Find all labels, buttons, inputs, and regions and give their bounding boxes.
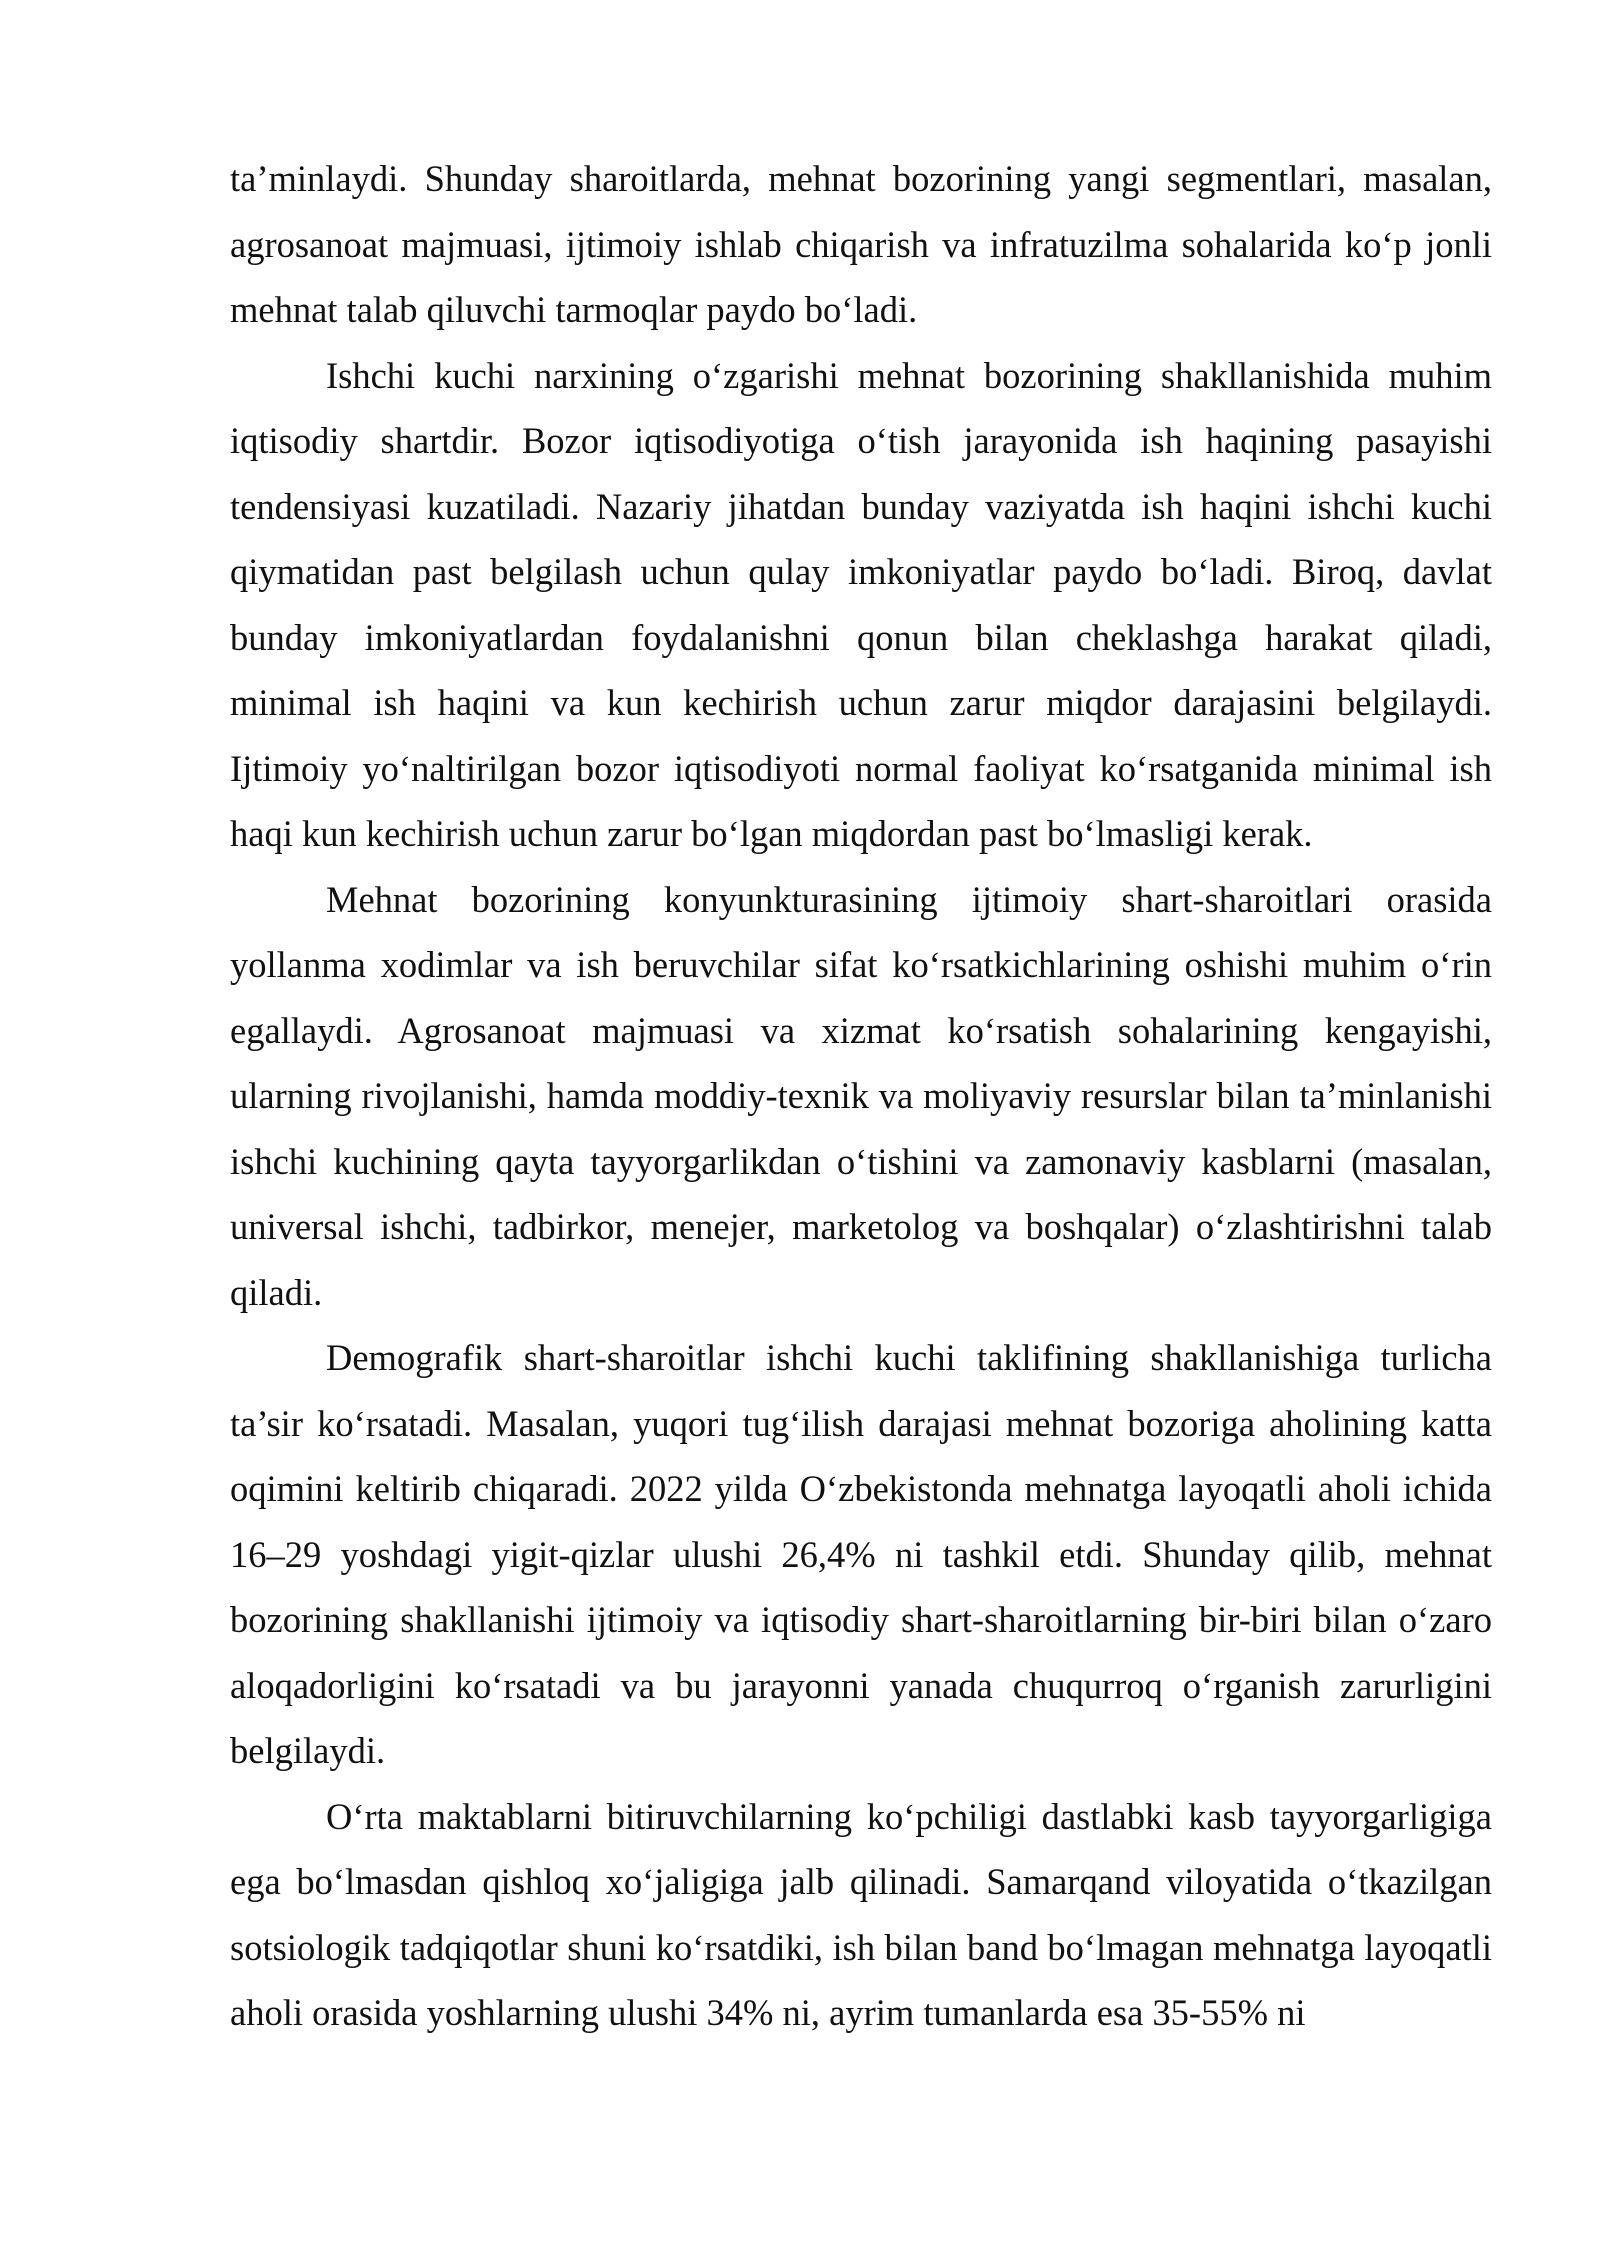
paragraph-continuation: ta’minlaydi. Shunday sharoitlarda, mehnat bozorining yangi segmentlari, masalan, agrosanoat majmuasi, ijtimoiy ishlab chiqarish va infratuzilma sohalarida ko‘p jonli mehnat talab qiluvchi tarmoqlar paydo bo‘ladi. <box>230 158 1492 330</box>
paragraph-wage-changes: Ishchi kuchi narxining o‘zgarishi mehnat bozorining shakllanishida muhim iqtisodiy shartdir. Bozor iqtisodiyotiga o‘tish jarayonida ish haqining pasayishi tendensiyasi kuzatiladi. Nazariy jihatdan bunday vaziyatda ish haqini ishchi kuchi qiymatidan past belgilash uchun qulay imkoniyatlar paydo bo‘ladi. Biroq, davlat bunday imkoniyatlardan foydalanishni qonun bilan cheklashga harakat qiladi, minimal ish haqini va kun kechirish uchun zarur miqdor darajasini belgilaydi. Ijtimoiy yo‘naltirilgan bozor iqtisodiyoti normal faoliyat ko‘rsatganida minimal ish haqi kun kechirish uchun zarur bo‘lgan miqdordan past bo‘lmasligi kerak. <box>230 354 1492 854</box>
paragraph-social-conditions: Mehnat bozorining konyunkturasining ijtimoiy shart-sharoitlari orasida yollanma xodimlar va ish beruvchilar sifat ko‘rsatkichlarining oshishi muhim o‘rin egallaydi. Agrosanoat majmuasi va xizmat ko‘rsatish sohalarining kengayishi, ularning rivojlanishi, hamda moddiy-texnik va moliyaviy resurslar bilan ta’minlanishi ishchi kuchining qayta tayyorgarlikdan o‘tishini va zamonaviy kasblarni (masalan, universal ishchi, tadbirkor, menejer, marketolog va boshqalar) o‘zlashtirishni talab qiladi. <box>230 878 1492 1313</box>
paragraph-demographic-conditions: Demografik shart-sharoitlar ishchi kuchi taklifining shakllanishiga turlicha ta’sir ko‘rsatadi. Masalan, yuqori tug‘ilish darajasi mehnat bozoriga aholining katta oqimini keltirib chiqaradi. 2022 yilda O‘zbekistonda mehnatga layoqatli aholi ichida 16–29 yoshdagi yigit-qizlar ulushi 26,4% ni tashkil etdi. Shunday qilib, mehnat bozorining shakllanishi ijtimoiy va iqtisodiy shart-sharoitlarning bir-biri bilan o‘zaro aloqadorligini ko‘rsatadi va bu jarayonni yanada chuqurroq o‘rganish zarurligini belgilaydi. <box>230 1337 1492 1771</box>
document-page <box>230 146 1492 2046</box>
paragraph-school-graduates: O‘rta maktablarni bitiruvchilarning ko‘pchiligi dastlabki kasb tayyorgarligiga ega bo‘lmasdan qishloq xo‘jaligiga jalb qilinadi. Samarqand viloyatida o‘tkazilgan sotsiologik tadqiqotlar shuni ko‘rsatdiki, ish bilan band bo‘lmagan mehnatga layoqatli aholi orasida yoshlarning ulushi 34% ni, ayrim tumanlarda esa 35-55% ni <box>230 1795 1492 2033</box>
